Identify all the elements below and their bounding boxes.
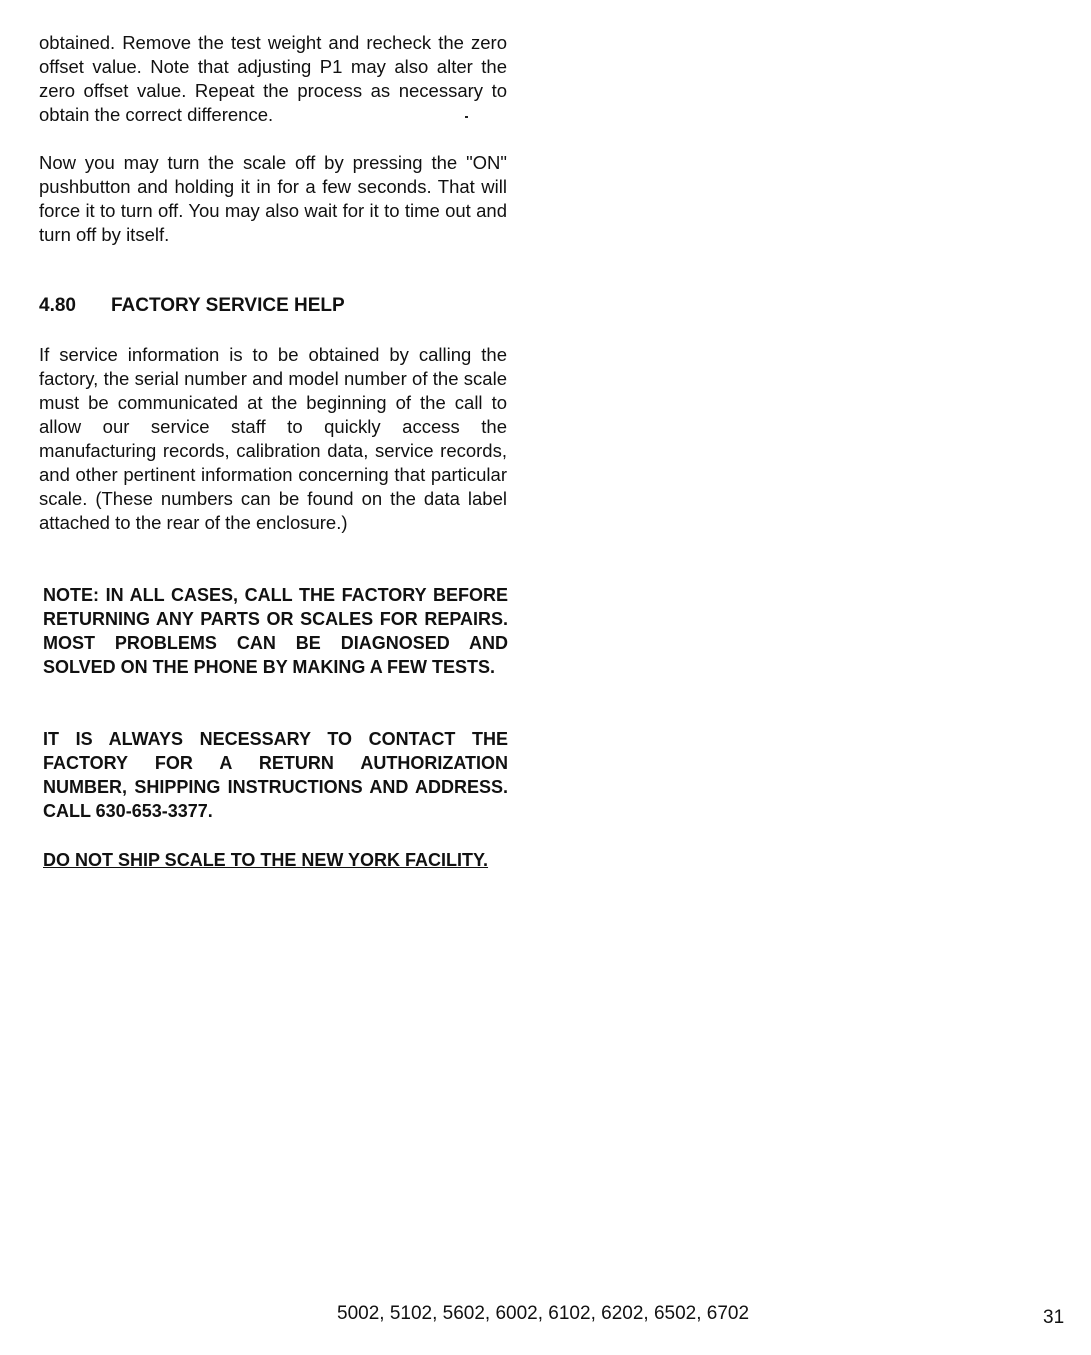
paragraph-continued: obtained. Remove the test weight and recheck the zero offset value. Note that adjusting P1 may also alter the zero offset value. Repeat the process as necessary to obtain the correct difference.	[39, 32, 507, 125]
paragraph-service-info: If service information is to be obtained by calling the factory, the serial number and model number of the scale must be communicated at the beginning of the call to allow our service staff to quickly access the manufacturing records, calibration data, service records, and other pertinent information concerning that particular scale. (These numbers can be found on the data label attached to the rear of the enclosure.)	[39, 344, 507, 533]
page-number: 31	[1043, 1307, 1065, 1328]
section-number: 4.80	[39, 295, 76, 316]
section-title: FACTORY SERVICE HELP	[111, 295, 345, 316]
note-contact-factory: IT IS ALWAYS NECESSARY TO CONTACT THE FACTORY FOR A RETURN AUTHORIZATION NUMBER, SHIPPING INSTRUCTIONS AND ADDRESS. CALL 630-653-3377.	[43, 729, 508, 821]
section-heading	[39, 294, 507, 318]
note-do-not-ship: DO NOT SHIP SCALE TO THE NEW YORK FACILITY.	[43, 850, 489, 870]
stray-mark	[465, 116, 468, 118]
paragraph-turn-off: Now you may turn the scale off by pressing the "ON" pushbutton and holding it in for a few seconds. That will force it to turn off. You may also wait for it to time out and turn off by itself.	[39, 152, 507, 245]
footer-model-numbers: 5002, 5102, 5602, 6002, 6102, 6202, 6502, 6702	[337, 1303, 750, 1324]
note-call-factory: NOTE: IN ALL CASES, CALL THE FACTORY BEFORE RETURNING ANY PARTS OR SCALES FOR REPAIRS. MOST PROBLEMS CAN BE DIAGNOSED AND SOLVED ON THE PHONE BY MAKING A FEW TESTS.	[43, 585, 508, 677]
